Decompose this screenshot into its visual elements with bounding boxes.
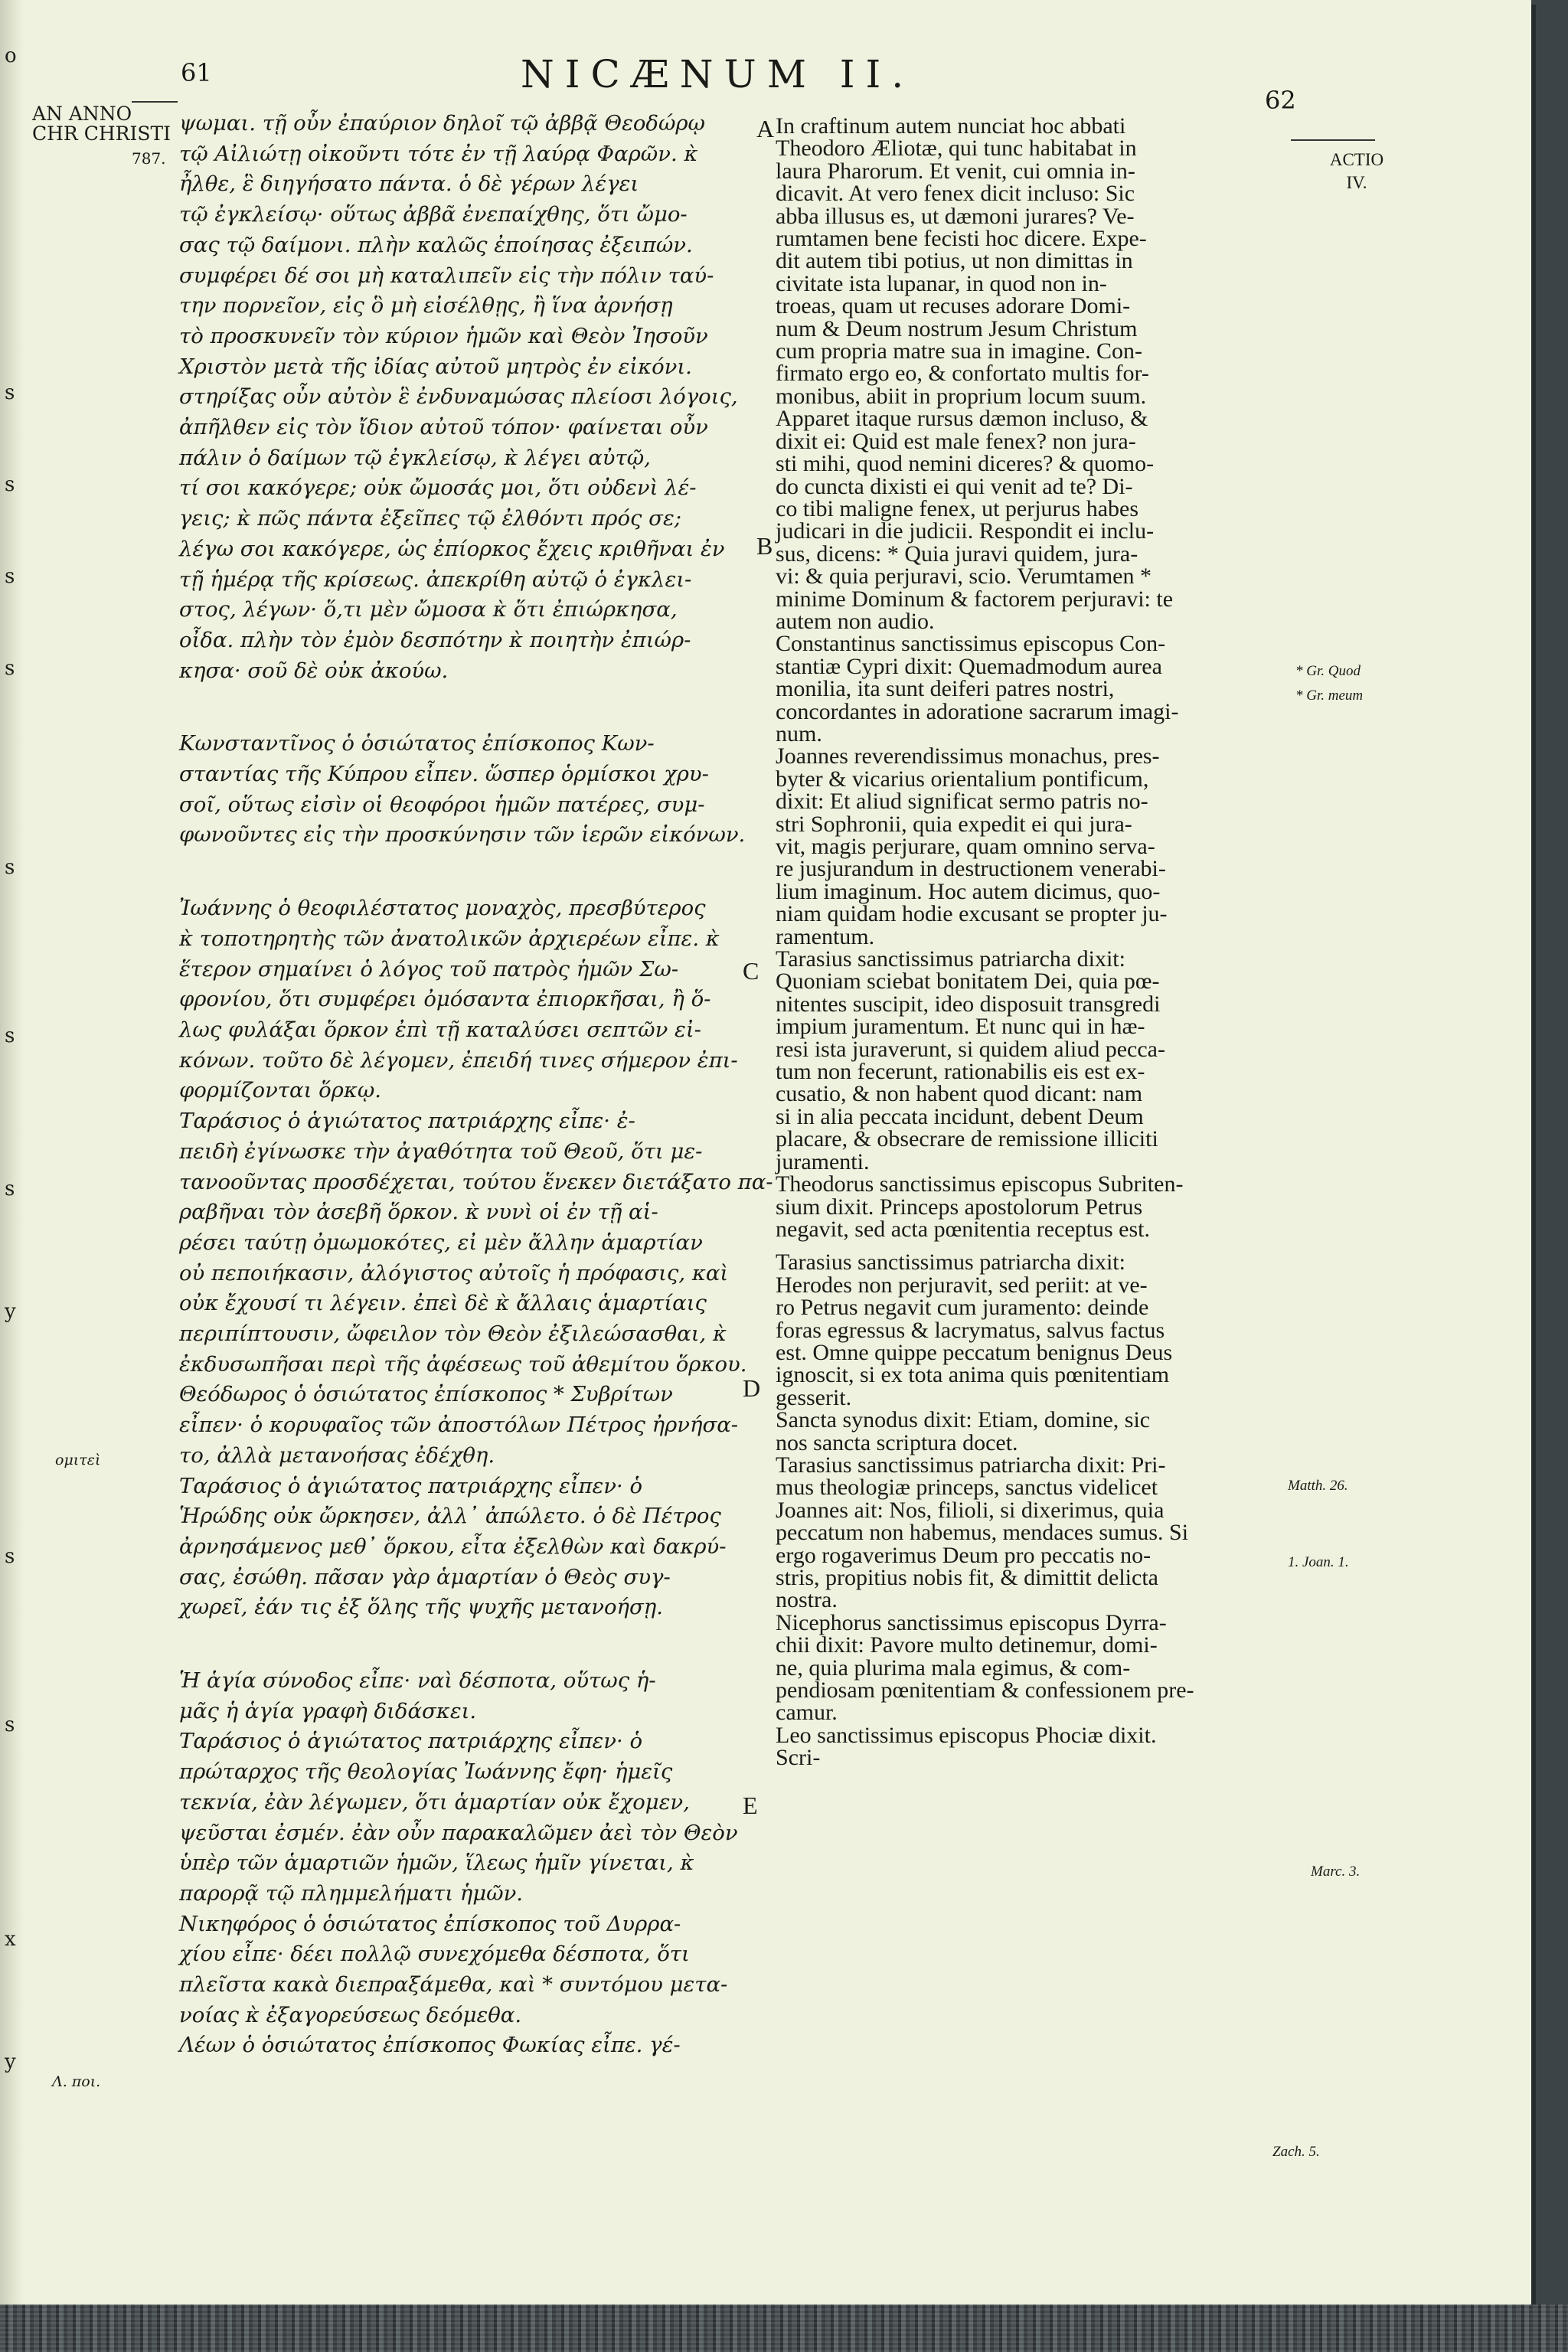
- latin-text-line: ne, quia plurima mala egimus, & com-: [776, 1655, 1131, 1681]
- latin-text-line: pendiosam pœnitentiam & confessionem pre-: [776, 1677, 1194, 1704]
- latin-text-line: resi ista juraverunt, si quidem aliud pecca-: [776, 1036, 1165, 1062]
- gutter-char: s: [5, 1024, 15, 1047]
- note-zach: Zach. 5.: [1272, 2144, 1320, 2160]
- greek-text-line: κόνων. τοῦτο δὲ λέγομεν, ἐπειδή τινες σήμερον ἐπι-: [179, 1047, 738, 1073]
- latin-text-line: mus theologiæ princeps, sanctus videlicet: [776, 1475, 1158, 1501]
- latin-text-line: sti mihi, quod nemini diceres? & quomo-: [776, 451, 1155, 477]
- gutter-char: s: [5, 1178, 15, 1200]
- latin-text-line: Nicephorus sanctissimus episcopus Dyrra-: [776, 1609, 1167, 1635]
- greek-text-line: τὸ προσκυνεῖν τὸν κύριον ἡμῶν καὶ Θεὸν Ἰησοῦν: [179, 323, 708, 348]
- latin-text-line: monilia, ita sunt deiferi patres nostri,: [776, 676, 1115, 702]
- page-number-right: 62: [1265, 86, 1296, 115]
- latin-text-line: nitentes suscipit, ideo disposuit transgredi: [776, 991, 1161, 1017]
- latin-text-line: minime Dominum & factorem perjuravi: te: [776, 586, 1174, 612]
- latin-text-line: dicavit. At vero fenex dicit incluso: Sic: [776, 181, 1135, 207]
- greek-text-line: ἦλθε, ἓ διηγήσατο πάντα. ὁ δὲ γέρων λέγει: [179, 172, 639, 197]
- latin-text-line: vi: & quia perjuravi, scio. Verumtamen *: [776, 564, 1152, 590]
- latin-text-line: si in alia peccata incidunt, debent Deum: [776, 1103, 1144, 1129]
- greek-text-line: κ̀ τοποτηρητὴς τῶν ἀνατολικῶν ἀρχιερέων εἶπε. κ̀: [179, 926, 720, 951]
- latin-text-line: monibus, abiit in proprium locum suum.: [776, 383, 1147, 409]
- latin-text-line: gesserit.: [776, 1384, 852, 1410]
- latin-text-line: firmato ergo eo, & confortato multis for-: [776, 361, 1149, 387]
- latin-text-line: tum non fecerunt, rationabilis eis est ex-: [776, 1059, 1145, 1085]
- section-letter-d: D: [743, 1374, 761, 1402]
- latin-text-line: stantiæ Cypri dixit: Quemadmodum aurea: [776, 653, 1162, 679]
- latin-text-line: foras egressus & lacrymatus, salvus factus: [776, 1317, 1165, 1343]
- latin-text-line: ramentum.: [776, 923, 875, 949]
- greek-text-line: Ἡρώδης οὐκ ὤρκησεν, ἀλλ᾽ ἀπώλετο. ὁ δὲ Πέτρος: [179, 1504, 721, 1529]
- page-number-left: 61: [181, 58, 212, 87]
- margin-mark-b: Λ. ποι.: [52, 2073, 101, 2090]
- latin-text-line: Herodes non perjuravit, sed periit: at ve-: [776, 1272, 1148, 1298]
- greek-text-line: το, ἀλλὰ μετανοήσας ἐδέχθη.: [179, 1442, 495, 1468]
- greek-column: [179, 109, 773, 2061]
- latin-text-line: dixit: Et aliud significat sermo patris no-: [776, 789, 1148, 815]
- greek-text-line: εἶπεν· ὁ κορυφαῖος τῶν ἀποστόλων Πέτρος ἠρνήσα-: [179, 1413, 739, 1438]
- greek-text-line: λέγω σοι κακόγερε, ὡς ἐπίορκος ἔχεις κριθῆναι ἐν: [179, 536, 725, 561]
- latin-text-line: sus, dicens: * Quia juravi quidem, jura-: [776, 541, 1138, 567]
- latin-text-line: Sancta synodus dixit: Etiam, domine, sic: [776, 1407, 1151, 1433]
- greek-text-line: λως φυλάξαι ὅρκον ἐπὶ τῇ καταλύσει σεπτῶν εἰ-: [179, 1017, 701, 1042]
- latin-text-line: byter & vicarius orientalium pontificum,: [776, 766, 1149, 792]
- latin-text-line: Tarasius sanctissimus patriarcha dixit:: [776, 946, 1125, 972]
- greek-text-line: τεκνία, ἐὰν λέγωμεν, ὅτι ἁμαρτίαν οὐκ ἔχομεν,: [179, 1789, 690, 1815]
- latin-text-line: concordantes in adoratione sacrarum imagi-: [776, 698, 1179, 724]
- actio-label: [1311, 149, 1403, 194]
- latin-text-line: Joannes ait: Nos, filioli, si dixerimus, quia: [776, 1497, 1165, 1523]
- note-matth: Matth. 26.: [1288, 1478, 1348, 1494]
- latin-text-line: nostra.: [776, 1587, 838, 1613]
- latin-text-line: do cuncta dixisti ei qui venit ad te? Di-: [776, 473, 1133, 499]
- greek-text-line: ἕτερον σημαίνει ὁ λόγος τοῦ πατρὸς ἡμῶν Σω-: [179, 956, 679, 982]
- greek-text-line: Χριστὸν μετὰ τῆς ἰδίας αὐτοῦ μητρὸς ἐν εἰκόνι.: [179, 354, 692, 379]
- latin-text-line: dixit ei: Quid est male fenex? non jura-: [776, 428, 1136, 454]
- section-letter-e: E: [743, 1792, 758, 1819]
- latin-text-line: co tibi maligne fenex, ut perjurus habes: [776, 495, 1139, 521]
- greek-text-line: κησα· σοῦ δὲ οὐκ ἀκούω.: [179, 658, 449, 683]
- latin-text-line: cusatio, & non habent quod dicant: nam: [776, 1081, 1143, 1107]
- greek-text-line: νοίας κ̀ ἐξαγορεύσεως δεόμεθα.: [179, 2002, 522, 2027]
- latin-text-line: impium juramentum. Et nunc qui in hæ-: [776, 1014, 1145, 1040]
- latin-text-line: dit autem tibi potius, ut non dimittas in: [776, 248, 1133, 274]
- gutter-char: s: [5, 473, 15, 496]
- greek-text-line: Ἰωάννης ὁ θεοφιλέστατος μοναχὸς, πρεσβύτερος: [179, 896, 706, 921]
- gutter-char: o: [5, 44, 17, 67]
- section-letter-b: B: [756, 532, 773, 560]
- greek-text-line: Νικηφόρος ὁ ὁσιώτατος ἐπίσκοπος τοῦ Δυρρα-: [179, 1911, 681, 1936]
- gutter-char: s: [5, 1545, 15, 1568]
- latin-text-line: peccatum non habemus, mendaces sumus. Si: [776, 1520, 1189, 1546]
- greek-text-line: παρορᾷ τῷ πλημμελήματι ἡμῶν.: [179, 1880, 524, 1906]
- latin-text-line: camur.: [776, 1700, 838, 1726]
- gutter-char: y: [5, 2050, 16, 2073]
- latin-text-line: chii dixit: Pavore multo detinemur, domi-: [776, 1632, 1158, 1658]
- gutter-char: y: [5, 1300, 16, 1323]
- latin-text-line: ergo rogaverimus Deum pro peccatis no-: [776, 1542, 1152, 1568]
- greek-text-line: Ταράσιος ὁ ἁγιώτατος πατριάρχης εἶπε· ἐ-: [179, 1109, 635, 1134]
- greek-text-line: περιπίπτουσιν, ὤφειλον τὸν Θεὸν ἐξιλεώσασθαι, κ̀: [179, 1321, 727, 1347]
- gutter-char: s: [5, 565, 15, 588]
- latin-text-line: In craftinum autem nunciat hoc abbati: [776, 113, 1126, 139]
- greek-text-line: χίου εἶπε· δέει πολλῷ συνεχόμεθα δέσποτα, ὅτι: [179, 1942, 690, 1967]
- greek-text-line: Κωνσταντῖνος ὁ ὁσιώτατος ἐπίσκοπος Κων-: [179, 731, 655, 756]
- greek-text-line: τῷ ἐγκλείσῳ· οὕτως ἀββᾶ ἐνεπαίχθης, ὅτι ὤμο-: [179, 202, 688, 227]
- latin-text-line: Joannes reverendissimus monachus, pres-: [776, 743, 1160, 769]
- note-joan: 1. Joan. 1.: [1288, 1554, 1349, 1570]
- greek-text-line: πάλιν ὁ δαίμων τῷ ἐγκλείσῳ, κ̀ λέγει αὐτῷ,: [179, 445, 651, 470]
- latin-text-line: stri Sophronii, quia expedit ei qui jura-: [776, 811, 1132, 837]
- greek-text-line: στηρίξας οὖν αὐτὸν ἓ ἐνδυναμώσας πλείοσι λόγοις,: [179, 384, 738, 410]
- note-meum: * Gr. meum: [1295, 688, 1364, 704]
- note-quod: * Gr. Quod: [1295, 663, 1361, 679]
- greek-text-line: την πορνεῖον, εἰς ὃ μὴ εἰσέλθῃς, ἢ ἵνα ἀρνήσῃ: [179, 293, 673, 318]
- actio-rule: [1291, 139, 1375, 141]
- latin-text-line: num.: [776, 720, 822, 746]
- greek-text-line: Ταράσιος ὁ ἁγιώτατος πατριάρχης εἶπεν· ὁ: [179, 1729, 643, 1754]
- latin-text-line: Theodorus sanctissimus episcopus Subriten-: [776, 1171, 1184, 1197]
- gutter-char: s: [5, 1713, 15, 1736]
- latin-text-line: lium imaginum. Hoc autem dicimus, quo-: [776, 878, 1161, 904]
- latin-text-line: Leo sanctissimus episcopus Phociæ dixit.: [776, 1722, 1157, 1748]
- latin-text-line: ignoscit, si ex tota anima quis pœnitentiam: [776, 1362, 1170, 1388]
- gutter-char: s: [5, 657, 15, 680]
- latin-text-line: rumtamen bene fecisti hoc dicere. Expe-: [776, 226, 1147, 252]
- latin-text-line: Tarasius sanctissimus patriarcha dixit: Pri-: [776, 1452, 1166, 1478]
- latin-text-line: civitate ista lupanar, in quod non in-: [776, 270, 1107, 296]
- latin-text-line: est. Omne quippe peccatum benignus Deus: [776, 1339, 1173, 1365]
- latin-text-line: Constantinus sanctissimus episcopus Con-: [776, 631, 1166, 657]
- gutter-char: s: [5, 381, 15, 404]
- latin-text-line: stris, propitius nobis fit, & dimittit delicta: [776, 1565, 1158, 1590]
- latin-text-line: juramenti.: [776, 1148, 870, 1174]
- latin-text-line: ro Petrus negavit cum juramento: deinde: [776, 1295, 1149, 1321]
- note-marc: Marc. 3.: [1311, 1864, 1361, 1880]
- greek-text-line: Ἡ ἁγία σύνοδος εἶπε· ναὶ δέσποτα, οὕτως ἡ-: [179, 1668, 656, 1694]
- gutter-char: x: [5, 1928, 16, 1951]
- greek-text-line: φρονίου, ὅτι συμφέρει ὀμόσαντα ἐπιορκῆσαι, ἢ ὅ-: [179, 987, 711, 1012]
- greek-text-line: Θεόδωρος ὁ ὁσιώτατος ἐπίσκοπος * Συβρίτων: [179, 1382, 673, 1407]
- latin-text-line: Apparet itaque rursus dæmon incluso, &: [776, 406, 1148, 432]
- greek-text-line: στος, λέγων· ὅ,τι μὲν ὤμοσα κ̀ ὅτι ἐπιώρκησα,: [179, 597, 678, 622]
- greek-text-line: ραβῆναι τὸν ἀσεβῆ ὅρκον. κ̀ νυνὶ οἱ ἐν τῇ αἱ-: [179, 1200, 658, 1225]
- latin-column: [776, 115, 1308, 1769]
- latin-text-line: Theodoro Æliotæ, qui tunc habitabat in: [776, 136, 1137, 162]
- page-gutter: [0, 0, 24, 2305]
- year-label: 787.: [132, 149, 166, 168]
- greek-text-line: τῷ Αἰλιώτῃ οἰκοῦντι τότε ἐν τῇ λαύρᾳ Φαρῶν. κ̀: [179, 141, 698, 166]
- latin-text-line: sium dixit. Princeps apostolorum Petrus: [776, 1194, 1143, 1220]
- greek-text-line: ρέσει ταύτῃ ὀμωμοκότες, εἰ μὲν ἄλλην ἁμαρτίαν: [179, 1230, 703, 1255]
- gutter-char: s: [5, 856, 15, 879]
- latin-text-line: troeas, quam ut recuses adorare Domi-: [776, 293, 1131, 319]
- greek-text-line: σας τῷ δαίμονι. πλὴν καλῶς ἐποίησας ἐξειπών.: [179, 232, 693, 257]
- section-letter-a: A: [756, 115, 775, 142]
- margin-mark-a: ομιτεὶ: [55, 1452, 101, 1468]
- greek-text-line: συμφέρει δέ σοι μὴ καταλιπεῖν εἰς τὴν πόλιν ταύ-: [179, 263, 714, 288]
- greek-text-line: οὐ πεποιήκασιν, ἀλόγιστος αὐτοῖς ἡ πρόφασις, καὶ: [179, 1260, 729, 1285]
- greek-text-line: ψεῦσται ἐσμέν. ἐὰν οὖν παρακαλῶμεν ἀεὶ τὸν Θεὸν: [179, 1820, 738, 1845]
- greek-text-line: φωνοῦντες εἰς τὴν προσκύνησιν τῶν ἱερῶν εἰκόνων.: [179, 822, 746, 848]
- greek-text-line: ψωμαι. τῇ οὖν ἐπαύριον δηλοῖ τῷ ἀββᾷ Θεοδώρῳ: [179, 111, 705, 136]
- greek-text-line: ἐκδυσωπῆσαι περὶ τῆς ἀφέσεως τοῦ ἀθεμίτου ὅρκου.: [179, 1351, 747, 1377]
- paragraph-gap: [179, 851, 765, 893]
- greek-text-line: φορμίζονται ὅρκῳ.: [179, 1078, 382, 1103]
- paragraph-gap: [179, 686, 765, 729]
- latin-text-line: niam quidam hodie excusant se propter ju-: [776, 901, 1168, 927]
- greek-text-line: σοῖ, οὕτως εἰσὶν οἱ θεοφόροι ἡμῶν πατέρες, συμ-: [179, 792, 705, 817]
- running-title: NICÆNUM II.: [521, 52, 915, 96]
- greek-text-line: τί σοι κακόγερε; οὐκ ὤμοσάς μοι, ὅτι οὐδενὶ λέ-: [179, 475, 697, 501]
- background-rug: [0, 2305, 1568, 2352]
- latin-text-line: nos sancta scriptura docet.: [776, 1429, 1018, 1455]
- greek-text-line: ὑπὲρ τῶν ἁμαρτιῶν ἡμῶν, ἵλεως ἡμῖν γίνεται, κ̀: [179, 1851, 694, 1876]
- section-letter-c: C: [743, 957, 760, 985]
- greek-text-line: Ταράσιος ὁ ἁγιώτατος πατριάρχης εἶπεν· ὁ: [179, 1473, 643, 1498]
- latin-text-line: Quoniam sciebat bonitatem Dei, quia pœ-: [776, 969, 1160, 995]
- latin-text-line: judicari in die judicii. Respondit ei inclu-: [776, 518, 1155, 544]
- greek-text-line: πρώταρχος τῆς θεολογίας Ἰωάννης ἔφη· ἡμεῖς: [179, 1759, 673, 1785]
- greek-text-line: τανοοῦντας προσδέχεται, τούτου ἕνεκεν διετάξατο πα-: [179, 1169, 773, 1194]
- greek-text-line: οἶδα. πλὴν τὸν ἐμὸν δεσπότην κ̀ ποιητὴν ἐπιώρ-: [179, 627, 691, 652]
- anno-label: AN ANNO: [32, 103, 132, 125]
- latin-text-line: placare, & obsecrare de remissione illiciti: [776, 1126, 1158, 1152]
- margin-rule: [132, 101, 178, 103]
- latin-text-line: Tarasius sanctissimus patriarcha dixit:: [776, 1250, 1125, 1276]
- actio-title: ACTIO: [1329, 150, 1384, 169]
- greek-text-line: γεις; κ̀ πῶς πάντα ἐξεῖπες τῷ ἐλθόντι πρός σε;: [179, 506, 681, 531]
- greek-text-line: σταντίας τῆς Κύπρου εἶπεν. ὥσπερ ὁρμίσκοι χρυ-: [179, 762, 709, 787]
- christi-label: CHR CHRISTI: [32, 122, 172, 145]
- latin-text-line: cum propria matre sua in imagine. Con-: [776, 338, 1143, 364]
- paragraph-gap: [179, 1623, 765, 1666]
- latin-text-line: autem non audio.: [776, 608, 935, 634]
- latin-text-line: laura Pharorum. Et venit, cui omnia in-: [776, 158, 1135, 184]
- greek-text-line: οὐκ ἔχουσί τι λέγειν. ἐπεὶ δὲ κ̀ ἄλλαις ἁμαρτίαις: [179, 1291, 707, 1316]
- greek-text-line: πειδὴ ἐγίνωσκε τὴν ἀγαθότητα τοῦ Θεοῦ, ὅτι με-: [179, 1138, 703, 1164]
- greek-text-line: Λέων ὁ ὁσιώτατος ἐπίσκοπος Φωκίας εἶπε. γέ-: [179, 2033, 681, 2058]
- greek-text-line: πλεῖστα κακὰ διεπραξάμεθα, καὶ * συντόμου μετα-: [179, 1972, 728, 1998]
- latin-text-line: re jusjurandum in destructionem venerabi-: [776, 856, 1166, 882]
- latin-text-line: num & Deum nostrum Jesum Christum: [776, 315, 1138, 341]
- actio-number: IV.: [1346, 173, 1367, 192]
- latin-text-line: abba illusus es, ut dæmoni jurares? Ve-: [776, 203, 1135, 229]
- greek-text-line: ἀπῆλθεν εἰς τὸν ἴδιον αὐτοῦ τόπον· φαίνεται οὖν: [179, 415, 708, 440]
- greek-text-line: ἀρνησάμενος μεθ᾽ ὅρκου, εἶτα ἐξελθὼν καὶ δακρύ-: [179, 1534, 727, 1559]
- latin-text-line: Scri-: [776, 1745, 821, 1771]
- latin-text-line: vit, magis perjurare, quam omnino serva-: [776, 834, 1155, 859]
- latin-text-line: negavit, sed acta pœnitentia receptus est.: [776, 1216, 1150, 1242]
- greek-text-line: χωρεῖ, ἐάν τις ἐξ ὅλης τῆς ψυχῆς μετανοήσῃ.: [179, 1595, 664, 1620]
- greek-text-line: τῇ ἡμέρᾳ τῆς κρίσεως. ἀπεκρίθη αὐτῷ ὁ ἐγκλει-: [179, 567, 692, 592]
- greek-text-line: σας, ἐσώθη. πᾶσαν γὰρ ἁμαρτίαν ὁ Θεὸς συγ-: [179, 1564, 671, 1589]
- greek-text-line: μᾶς ἡ ἁγία γραφὴ διδάσκει.: [179, 1698, 477, 1723]
